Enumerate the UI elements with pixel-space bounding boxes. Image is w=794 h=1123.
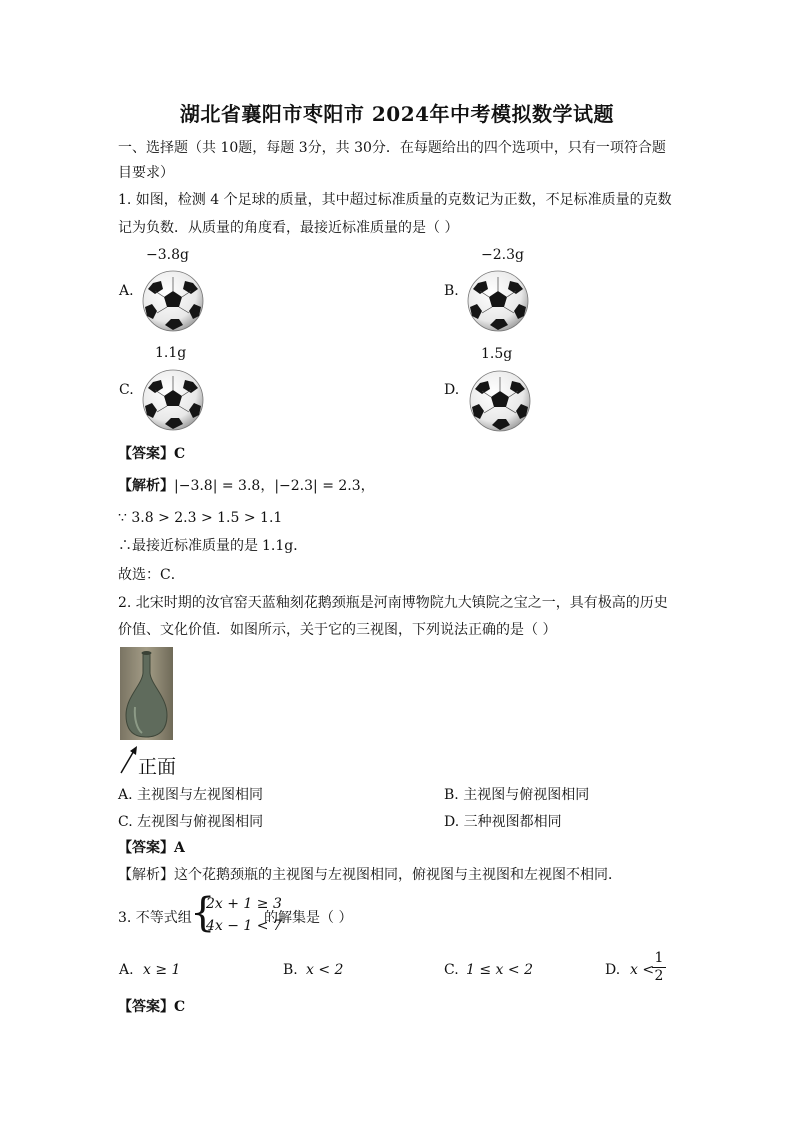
- q2-stem-line2: 价值、文化价值．如图所示，关于它的三视图，下列说法正确的是（ ）: [118, 622, 557, 638]
- q3-option-c-label: C.: [444, 962, 459, 978]
- q1-option-b-label: B.: [444, 283, 459, 299]
- section-header-line1: 一、选择题（共 10题，每题 3分，共 30分．在每题给出的四个选项中，只有一项符合题: [118, 140, 666, 156]
- q1-option-c-label: C.: [119, 382, 134, 398]
- q1-analysis-label: 【解析】: [118, 478, 174, 494]
- q3-option-d-expr: x <: [630, 962, 655, 978]
- q1-therefore-value: 1.1g: [262, 538, 294, 554]
- fraction-denominator: 2: [652, 967, 666, 984]
- q2-answer: 【答案】A: [118, 840, 185, 856]
- q1-therefore: [118, 536, 307, 556]
- page-title: 湖北省襄阳市枣阳市 2024年中考模拟数学试题: [179, 102, 615, 126]
- q3-option-a-expr: x ≥ 1: [143, 962, 181, 978]
- q1-analysis: [118, 476, 375, 496]
- q3-prefix: 3. 不等式组: [118, 910, 192, 926]
- q3-option-d-label: D.: [605, 962, 621, 978]
- q1-option-a-label: A.: [119, 283, 134, 299]
- q3-option-c-expr: 1 ≤ x < 2: [466, 962, 533, 978]
- soccer-ball-icon: [466, 269, 530, 337]
- q2-option-d: D. 三种视图都相同: [444, 814, 562, 830]
- q3-option-d-fraction: [652, 950, 666, 984]
- q3-option-b-label: B.: [283, 962, 298, 978]
- q2-analysis: 【解析】这个花鹅颈瓶的主视图与左视图相同，俯视图与主视图和左视图不相同．: [118, 867, 622, 883]
- q3-option-a-label: A.: [119, 962, 134, 978]
- fraction-numerator: 1: [654, 950, 664, 966]
- q2-option-b: B. 主视图与俯视图相同: [444, 787, 590, 803]
- soccer-ball-icon: [141, 368, 205, 436]
- q1-answer: 【答案】C: [118, 446, 186, 462]
- q1-option-b-mass: −2.3g: [481, 247, 524, 263]
- q3-inequality-1: 2x + 1 ≥ 3: [206, 896, 282, 912]
- soccer-ball-icon: [141, 269, 205, 337]
- q1-stem-line1: 1. 如图，检测 4 个足球的质量，其中超过标准质量的克数记为正数，不足标准质量的克数: [118, 192, 672, 208]
- q2-option-a: A. 主视图与左视图相同: [118, 787, 264, 803]
- q1-because: ∵ 3.8 > 2.3 > 1.5 > 1.1: [118, 510, 283, 526]
- q1-analysis-expr: |−3.8| = 3.8，|−2.3| = 2.3，: [174, 478, 375, 494]
- q3-suffix: 的解集是（ ）: [264, 910, 353, 926]
- q3-option-b-expr: x < 2: [306, 962, 344, 978]
- section-header-line2: 目要求）: [118, 165, 174, 181]
- q1-option-a-mass: −3.8g: [146, 247, 189, 263]
- q1-option-d-label: D.: [444, 382, 460, 398]
- q1-stem-line2: 记为负数．从质量的角度看，最接近标准质量的是（ ）: [118, 220, 459, 236]
- front-label: 正面: [138, 756, 177, 778]
- q1-therefore-post: ．: [293, 538, 308, 554]
- q3-answer: 【答案】C: [118, 999, 186, 1015]
- arrow-up-right-icon: [119, 745, 139, 779]
- q1-choose: 故选：C．: [118, 567, 185, 583]
- q1-option-d-mass: 1.5g: [481, 346, 513, 362]
- q2-stem-line1: 2. 北宋时期的汝官窑天蓝釉刻花鹅颈瓶是河南博物院九大镇院之宝之一，具有极高的历史: [118, 595, 668, 611]
- q1-therefore-pre: ∴最接近标准质量的是: [118, 538, 258, 554]
- q2-option-c: C. 左视图与俯视图相同: [118, 814, 264, 830]
- q1-option-c-mass: 1.1g: [155, 345, 187, 361]
- vase-photo: [120, 647, 173, 740]
- q3-inequality-2: 4x − 1 < 7: [206, 918, 282, 934]
- soccer-ball-icon: [468, 369, 532, 437]
- brace-symbol: {: [190, 890, 216, 936]
